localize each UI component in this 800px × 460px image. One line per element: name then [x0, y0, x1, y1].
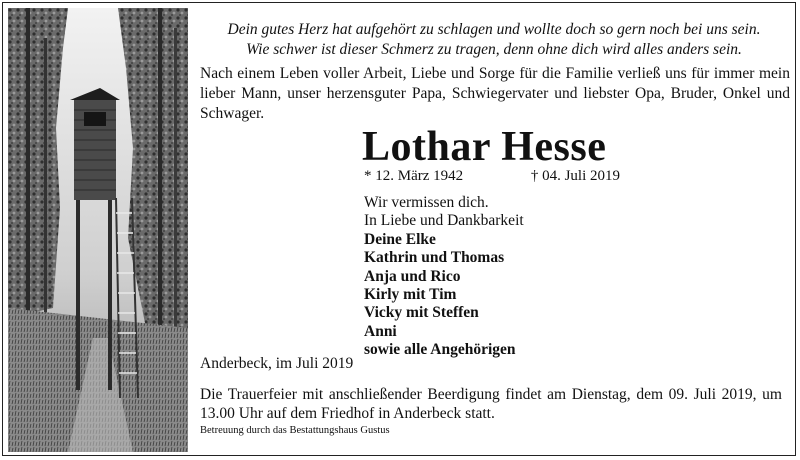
mourner-name: Deine Elke — [364, 230, 436, 248]
mourner-name: Kirly mit Tim — [364, 286, 457, 304]
verse-line-2: Wie schwer ist dieser Schmerz zu tragen, denn ohne dich wird alles anders sein. — [246, 41, 742, 58]
intro-text: Nach einem Leben voller Arbeit, Liebe und Sorge für die Familie verließ uns für immer mein lieber Mann, unser herzensguter Papa, Schwiegervater und liebster Opa, Bruder, Onkel und Schwager. — [200, 65, 790, 122]
undertaker-credit: Betreuung durch das Bestattungshaus Gustus — [200, 425, 390, 436]
mourn-line-1: Wir vermissen dich. — [364, 194, 489, 211]
mourner-name: sowie alle Angehörigen — [364, 341, 516, 359]
forest-hunting-stand-photo — [8, 8, 188, 452]
mourner-name: Anja und Rico — [364, 267, 461, 285]
deceased-name: Lothar Hesse — [362, 124, 607, 170]
mourn-line-2: In Liebe und Dankbarkeit — [364, 212, 524, 230]
mourner-name: Vicky mit Steffen — [364, 304, 479, 322]
life-dates — [364, 167, 620, 185]
verse-line-1: Dein gutes Herz hat aufgehört zu schlagen und wollte doch so gern noch bei uns sein. — [227, 21, 761, 38]
birth-date: * 12. März 1942 — [364, 168, 464, 184]
place-and-date: Anderbeck, im Juli 2019 — [200, 355, 354, 372]
memorial-verse — [200, 20, 788, 60]
death-date: † 04. Juli 2019 — [530, 168, 620, 184]
funeral-details: Die Trauerfeier mit anschließender Beerdigung findet am Dienstag, dem 09. Juli 2019, um 13.00 Uhr auf dem Friedhof in Anderbeck statt. — [200, 386, 782, 422]
mourner-name: Anni — [364, 322, 397, 340]
mourners-block — [364, 194, 524, 360]
forest-photo-graphic — [8, 8, 188, 452]
mourner-name: Kathrin und Thomas — [364, 249, 505, 267]
